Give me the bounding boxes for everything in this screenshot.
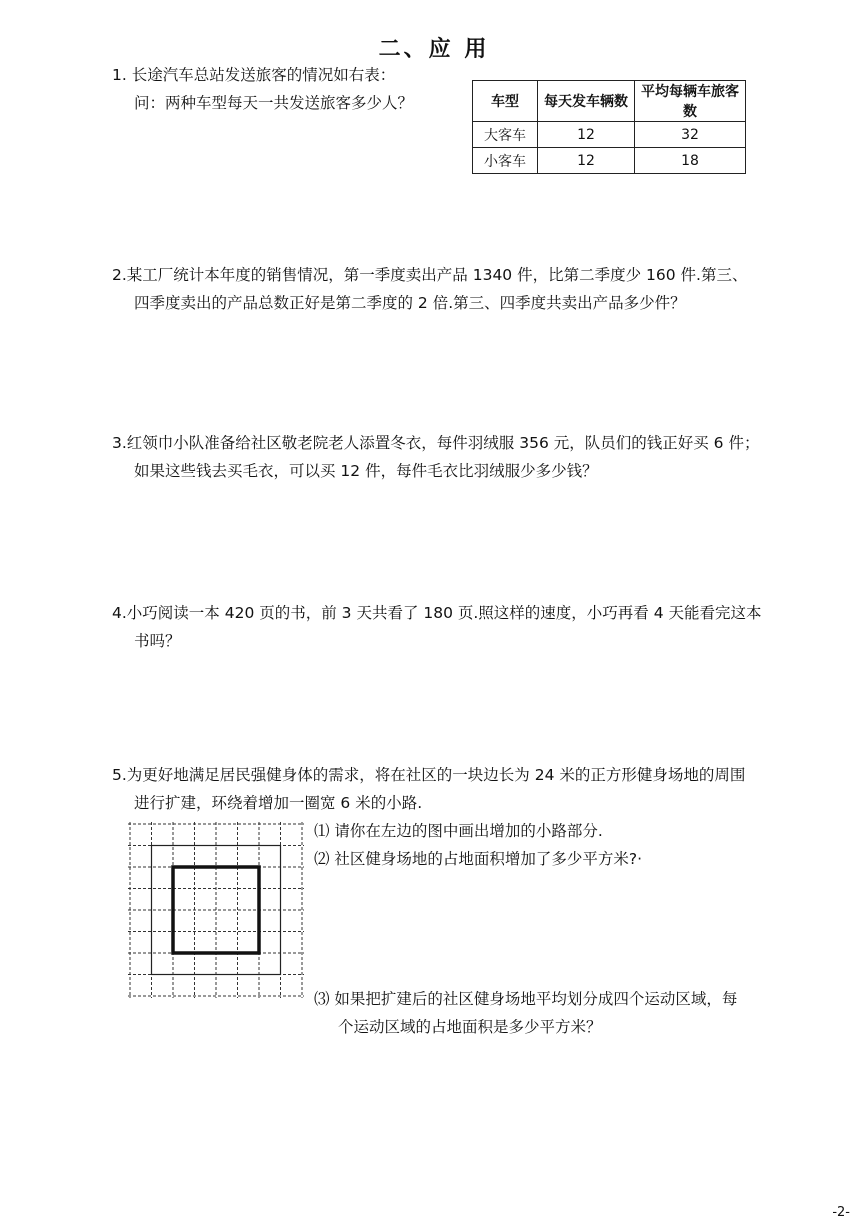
dashed-grid-lines xyxy=(128,822,304,998)
q4-line2: 书吗？ xyxy=(134,632,181,650)
q5-line1: 5.为更好地满足居民强健身体的需求，将在社区的一块边长为 24 米的正方形健身场地的周围 xyxy=(112,766,746,784)
table-row xyxy=(473,148,746,174)
q2-line2: 四季度卖出的产品总数正好是第二季度的 2 倍.第三、四季度共卖出产品多少件？ xyxy=(134,294,686,312)
page-number: -2- xyxy=(832,1205,850,1220)
table-row xyxy=(473,122,746,148)
q3-line1: 3.红领巾小队准备给社区敬老院老人添置冬衣，每件羽绒服 356 元，队员们的钱正好买 6 件； xyxy=(112,434,760,452)
q4-line1: 4.小巧阅读一本 420 页的书，前 3 天共看了 180 页.照这样的速度，小巧再看 4 天能看完这本 xyxy=(112,604,762,622)
q1-line1: 1. 长途汽车总站发送旅客的情况如右表： xyxy=(112,66,396,84)
table-cell: 12 xyxy=(538,148,635,174)
q5-sub3-line2: 个运动区域的占地面积是多少平方米？ xyxy=(338,1018,602,1036)
q3-line2: 如果这些钱去买毛衣，可以买 12 件，每件毛衣比羽绒服少多少钱？ xyxy=(134,462,598,480)
table-cell: 大客车 xyxy=(473,122,538,148)
table-cell: 小客车 xyxy=(473,148,538,174)
q1-table xyxy=(472,80,746,174)
table-cell: 32 xyxy=(635,122,746,148)
q2-line1: 2.某工厂统计本年度的销售情况，第一季度卖出产品 1340 件，比第二季度少 160 件.第三、 xyxy=(112,266,748,284)
table-cell: 12 xyxy=(538,122,635,148)
table-header-cell: 每天发车辆数 xyxy=(538,81,635,122)
table-header-cell: 车型 xyxy=(473,81,538,122)
q1-line2: 问：两种车型每天一共发送旅客多少人？ xyxy=(134,94,414,112)
q5-line2: 进行扩建，环绕着增加一圈宽 6 米的小路. xyxy=(134,794,423,812)
q5-sub3-line1: ⑶ 如果把扩建后的社区健身场地平均划分成四个运动区域，每 xyxy=(314,990,738,1008)
table-header-row xyxy=(473,81,746,122)
table-header-cell: 平均每辆车旅客数 xyxy=(635,81,746,122)
section-title: 二、应 用 xyxy=(378,37,490,62)
q5-sub2: ⑵ 社区健身场地的占地面积增加了多少平方米?· xyxy=(314,850,643,868)
table-cell: 18 xyxy=(635,148,746,174)
q5-grid-diagram xyxy=(128,822,304,998)
q5-sub1: ⑴ 请你在左边的图中画出增加的小路部分. xyxy=(314,822,603,840)
